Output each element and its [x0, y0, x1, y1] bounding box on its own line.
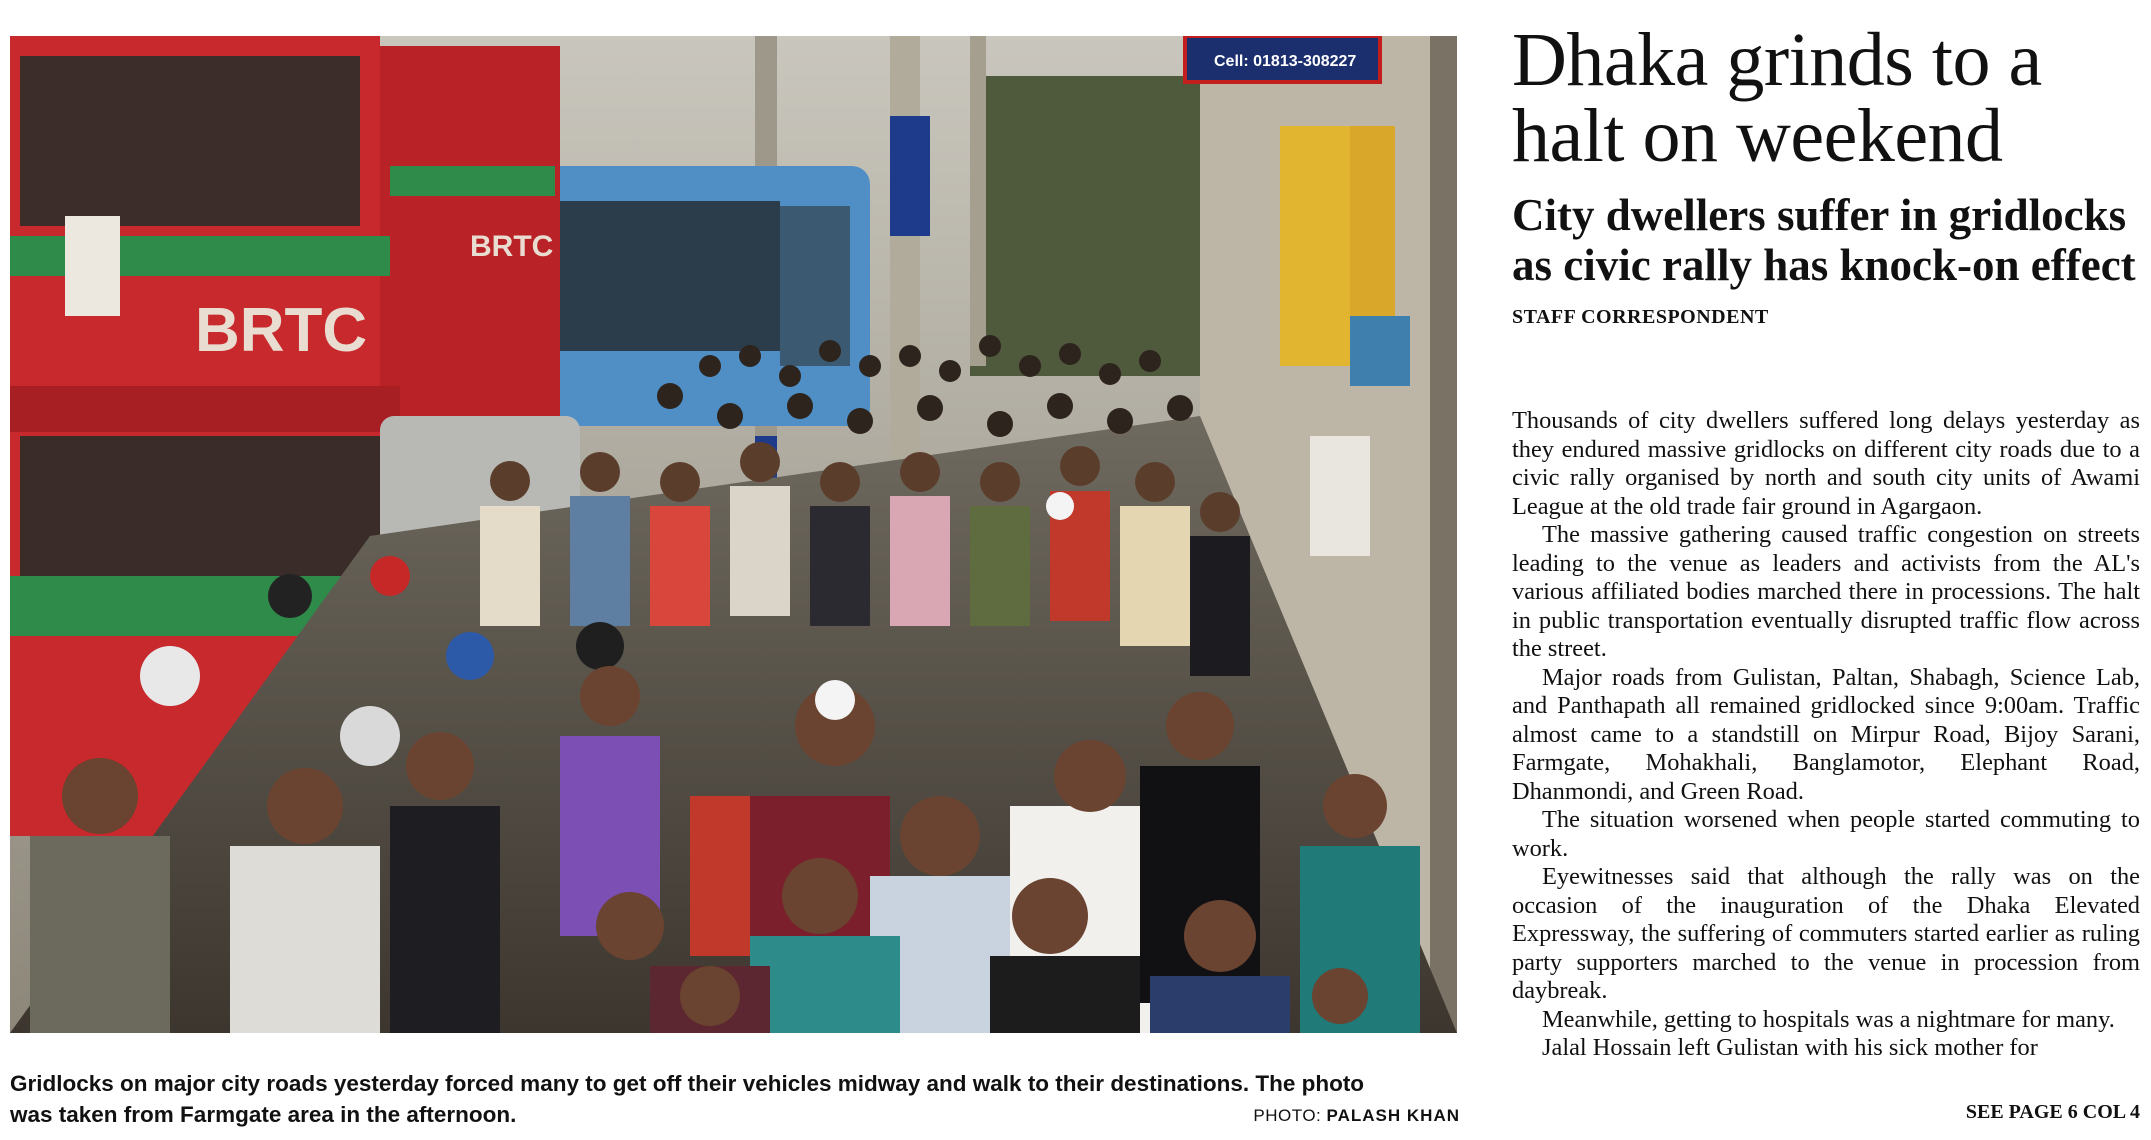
photo-caption: Gridlocks on major city roads yesterday forced many to get off their vehicles midway and walk to their destinations. The photo was taken from Farmgate area in the afternoon. [10, 1071, 1365, 1127]
photo-credit-name: PALASH KHAN [1326, 1106, 1460, 1125]
article-paragraph: Eyewitnesses said that although the rally was on the occasion of the inauguration of the Dhaka Elevated Expressway, the suffering of commuters started earlier as ruling party supporters marched to the venue in procession from daybreak. [1512, 863, 2140, 1004]
article-paragraph: Major roads from Gulistan, Paltan, Shabagh, Science Lab, and Panthapath all remained gridlocked since 9:00am. Traffic almost came to a standstill on Mirpur Road, Bijoy Sarani, Farmgate, Mohakhali, Banglamotor, Elephant Road, Dhanmondi, and Green Road. [1512, 663, 2140, 805]
article-body [1512, 407, 2140, 1063]
bus-brand-text-2: BRTC [470, 230, 554, 263]
byline: STAFF CORRESPONDENT [1512, 306, 1769, 328]
photo-credit [1253, 1106, 1460, 1126]
article-paragraph: Thousands of city dwellers suffered long delays yesterday as they endured massive gridlocks on different city roads due to a civic rally organised by north and south city units of Awami League at the old trade fair ground in Agargaon. [1512, 407, 2140, 520]
article-paragraph: Meanwhile, getting to hospitals was a nightmare for many. [1542, 1005, 2115, 1033]
news-photo [10, 36, 1457, 1033]
crowd-street-photo [10, 36, 1457, 1033]
bus-brand-text: BRTC [195, 296, 368, 365]
article-paragraph: The massive gathering caused traffic congestion on streets leading to the venue as leaders and activists from the AL's various affiliated bodies marched there in processions. The halt in public transportation eventually disrupted traffic flow across the street. [1512, 521, 2140, 662]
photo-credit-label: PHOTO: [1253, 1106, 1322, 1125]
article-header [1512, 18, 2140, 329]
subheadline: City dwellers suffer in gridlocks as civic rally has knock-on effect [1512, 190, 2136, 290]
article-paragraph: Jalal Hossain left Gulistan with his sick mother for [1542, 1034, 2038, 1061]
article-paragraph: The situation worsened when people started commuting to work. [1512, 806, 2140, 862]
headline: Dhaka grinds to a halt on weekend [1512, 18, 2042, 178]
continued-on-link[interactable]: SEE PAGE 6 COL 4 [1965, 1101, 2140, 1123]
cell-sign-text: Cell: 01813-308227 [1214, 53, 1357, 70]
